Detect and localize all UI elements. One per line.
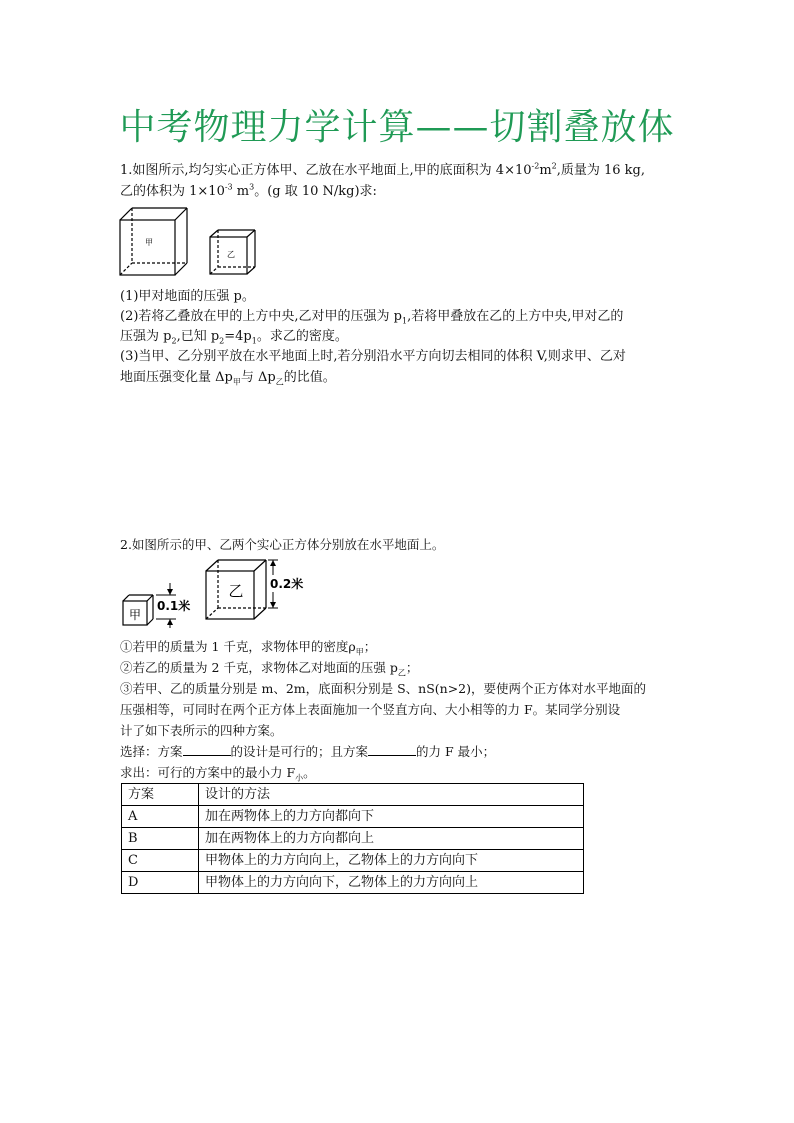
plan-table [121,783,584,894]
q1-stem-line2: 乙的体积为 $1\times 10^{-3}$ $m^3$。(g 取 10 N/kg)求: [120,182,377,199]
q2-find-line: 求出：可行的方案中的最小力 $F_小$。 [120,765,316,783]
q1-sub2-line2: 压强为 $p_2$,已知 $p_2=4p_1$。求乙的密度。 [120,329,348,346]
table-header-row [122,784,584,806]
q2-select-line: 选择：方案 的设计是可行的；且方案 的力 F 最小； [120,744,496,759]
cube-jia-label: 甲 [145,238,153,247]
q1-sub2-line1: (2)若将乙叠放在甲的上方中央,乙对甲的压强为 $p_1$,若将甲叠放在乙的上方中央,甲对乙的 [120,309,624,326]
table-row [122,828,584,850]
cube-yi-label: 乙 [227,250,235,259]
q2-sub2: ②若乙的质量为 2 千克，求物体乙对地面的压强 $p_乙$； [120,660,419,678]
q1-figure-cubes [118,206,263,278]
q1-sub3-line1: (3)当甲、乙分别平放在水平地面上时,若分别沿水平方向切去相同的体积 V,则求甲、乙对 [120,349,626,364]
answer-blank-1[interactable] [183,743,231,756]
q2-stem: 2.如图所示的甲、乙两个实心正方体分别放在水平地面上。 [120,537,445,552]
table-cell-plan: D [122,872,199,894]
page-title: 中考物理力学计算——切割叠放体 [119,107,675,148]
table-row [122,872,584,894]
dimension-yi-label: 0.2米 [270,577,304,591]
q2-sub3-line3: 计了如下表所示的四种方案。 [120,723,283,738]
cube-jia [120,208,187,275]
q1-sub1: (1)甲对地面的压强 p。 [120,289,255,304]
table-cell-method: 加在两物体上的力方向都向上 [199,828,584,850]
table-row [122,850,584,872]
table-cell-method: 加在两物体上的力方向都向下 [199,806,584,828]
q1-sub3-line2: 地面压强变化量 $\Delta p_甲$与 $\Delta p_乙$的比值。 [120,370,336,387]
q2-sub3-line2: 压强相等，可同时在两个正方体上表面施加一个竖直方向、大小相等的力 F。某同学分别设 [120,702,621,717]
answer-blank-2[interactable] [368,743,416,756]
q2-sub3-line1: ③若甲、乙的质量分别是 m、2m，底面积分别是 S、nS(n>2)，要使两个正方体对水平地面的 [120,681,647,696]
table-cell-plan: A [122,806,199,828]
cube-yi-large-label: 乙 [228,582,244,600]
q2-figure-cubes [118,558,308,628]
table-cell-plan: C [122,850,199,872]
table-cell-method: 甲物体上的力方向向上，乙物体上的力方向向下 [199,850,584,872]
table-header-cell: 设计的方法 [199,784,584,806]
table-header-cell: 方案 [122,784,199,806]
table-cell-plan: B [122,828,199,850]
table-cell-method: 甲物体上的力方向向下，乙物体上的力方向向上 [199,872,584,894]
table-row [122,806,584,828]
q1-stem-line1: 1.如图所示,均匀实心正方体甲、乙放在水平地面上,甲的底面积为 $4\times 10^{-2}m^2$,质量为 16 kg, [120,161,646,178]
q2-sub1: ①若甲的质量为 1 千克，求物体甲的密度$\rho_甲$； [120,639,377,657]
cube-jia-small-label: 甲 [128,608,142,622]
dimension-jia-label: 0.1米 [157,599,191,613]
